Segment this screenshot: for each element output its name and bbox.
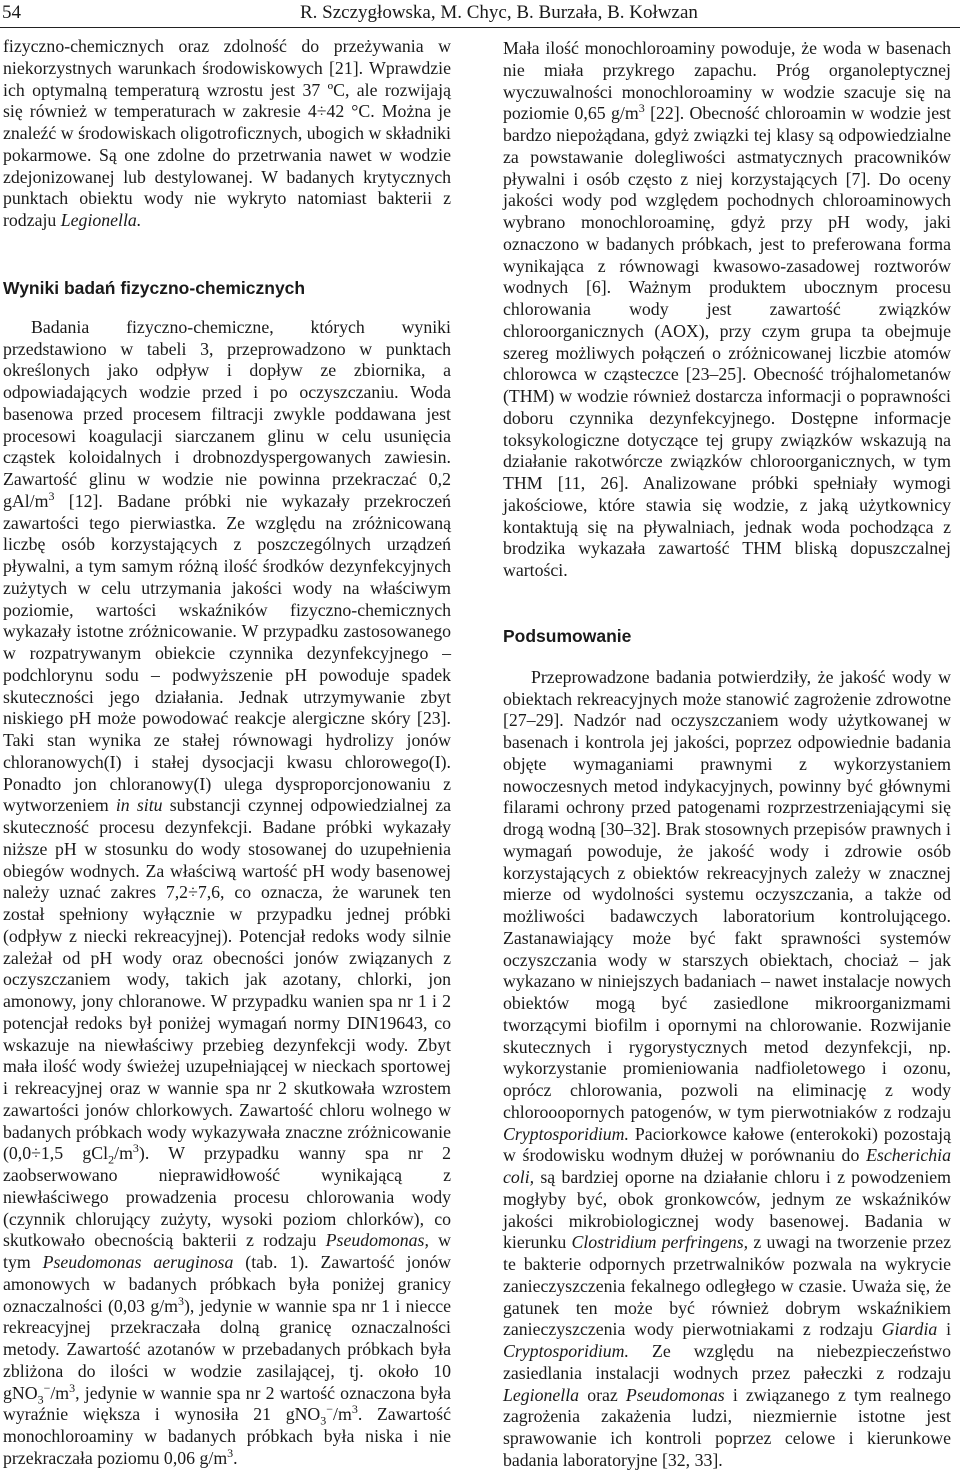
running-title: R. Szczygłowska, M. Chyc, B. Burzała, B. Kołwzan bbox=[300, 2, 698, 23]
paragraph-physicochemical-results: Badania fizyczno-chemiczne, których wyniki przedstawiono w tabeli 3, przeprowadzono w punktach określonych jako odpływ i dopływ ze zbiornika, a odpowiadających wodzie przed i po oczyszczaniu. Woda basenowa przed procesem filtracji zwykle poddawana jest procesowi koagulacji siarczanem glinu w celu usunięcia cząstek koloidalnych i drobnozdyspergowanych zawiesin. Zawartość glinu w wodzie nie powinna przekraczać 0,2 gAl/$m^3$ [12]. Badane próbki nie wykazały przekroczeń zawartości tego pierwiastka. Ze względu na zróżnicowaną liczbę osób korzystających z poszczególnych urządzeń pływalni, a tym samym różną ilość środków dezynfekcyjnych zużytych w celu utrzymania jakości wody na właściwym poziomie, wartości wskaźników fizyczno-chemicznych wykazały istotne zróżnicowanie. W przypadku zastosowanego w rozpatrywanym obiekcie czynnika dezynfekcyjnego – podchlorynu sodu – podwyższenie pH powoduje spadek skuteczności jego działania. Jednak utrzymywanie zbyt niskiego pH może powodować reakcje alergiczne skóry [23]. Taki stan wynika ze stałej równowagi hydrolizy jonów chloranowych(I) i stałej dysocjacji kwasu chlorowego(I). Ponadto jon chloranowy(I) ulega dysproporcjonowaniu z wytworzeniem in situ substancji czynnej odpowiedzialnej za skuteczność procesu dezynfekcji. Badane próbki wykazały niższe pH w stosunku do wody stosowanej do uzupełnienia obiegów wodnych. Za właściwą wartość pH wody basenowej należy uznać zakres 7,2÷7,6, co oznacza, że warunek ten został spełniony wyłącznie w przypadku jednej próbki (odpływ z niecki rekreacyjnej). Potencjał redoks wody silnie zależał od pH wody oraz obecności jonów związanych z oczyszczaniem wody, takich jak azotany, chlorki, jon amonowy, jony chloranowe. W przypadku wanien spa nr 1 i 2 potencjał redoks był poniżej wymagań normy DIN19643, co wskazuje na niewłaściwy przebieg dezynfekcji wody. Zbyt mała ilość wody świeżej uzupełniającej w nieckach sportowej i rekreacyjnej oraz w wannie spa nr 2 skutkowała wzrostem zawartości jonów chlorkowych. Zawartość chloru wolnego w badanych próbkach wody wykazywała znaczne zróżnicowanie (0,0÷1,5 $gCl_2/m^3$). W przypadku wanny spa nr 2 zaobserwowano nieprawidłowość wynikającą z niewłaściwego prowadzenia procesu chlorowania wody (czynnik chlorujący zużyty, wysoki poziom chlorków), co skutkowało obecnością bakterii z rodzaju Pseudomonas, w tym Pseudomonas aeruginosa (tab. 1). Zawartość jonów amonowych w badanych próbkach była poniżej granicy oznaczalności (0,03 $g/m^3$), jedynie w wannie spa nr 1 i niecce rekreacyjnej przekraczała dolną granicę oznaczalności metody. Zawartość azotanów w przebadanych próbkach była zbliżona do ilości w wodzie zasilającej, tj. około 10 $gNO_3^-/m^3$, jedynie w wannie spa nr 2 wartość oznaczona była wyraźnie większa i wynosiła 21 $gNO_3^-/m^3$. Zawartość monochloroaminy w badanych próbkach była niska i nie przekraczała poziomu 0,06 $g/m^3$. bbox=[3, 316, 452, 1468]
italic-legionella: Legionella. bbox=[60, 210, 142, 230]
section-heading-physicochemical: Wyniki badań fizyczno-chemicznych bbox=[3, 277, 306, 298]
italic-escherichia-coli: Escherichia coli, bbox=[503, 1145, 951, 1187]
italic-cryptosporidium: Cryptosporidium. bbox=[503, 1123, 629, 1144]
page-number: 54 bbox=[2, 2, 21, 23]
italic-giardia: Giardia bbox=[881, 1319, 938, 1340]
page-header bbox=[0, 0, 960, 40]
italic-in-situ: in situ bbox=[115, 795, 163, 816]
italic-cryptosporidium-2: Cryptosporidium. bbox=[503, 1341, 629, 1361]
right-column bbox=[503, 38, 951, 1472]
paragraph-legionella-survival: fizyczno-chemicznych oraz zdolność do przeżywania w niekorzystnych warunkach środowiskowych [21]. Wprawdzie ich optymalną temperaturą wzrostu jest 37 ºC, ale rozwijają się również w temperaturach w zakresie 4÷42 °C. Można je znaleźć w środowiskach oligotroficznych, ubogich w składniki pokarmowe. Są one zdolne do przetrwania nawet w wodzie zdejonizowanej lub destylowanej. W badanych krytycznych punktach obiektu wody nie wykryto natomiast bakterii z rodzaju Legionella. bbox=[3, 36, 451, 230]
italic-pseudomonas-aeruginosa: Pseudomonas aeruginosa bbox=[42, 1252, 234, 1272]
italic-clostridium-perfringens: Clostridium perfringens, bbox=[571, 1232, 749, 1253]
paragraph-summary: Przeprowadzone badania potwierdziły, że jakość wody w obiektach rekreacyjnych może stanowić zagrożenie zdrowotne [27–29]. Nadzór nad oczyszczaniem wody użytkowanej w basenach i kontrola jej jakości, poprzez odpowiednie badania objęte wymaganiami prawnymi z wykorzystaniem nowoczesnych metod indykacyjnych, powinny być głównymi filarami ochrony przed patogenami rozprzestrzeniającymi się drogą wodną [30–32]. Brak stosownych przepisów prawnych i wymagań powoduje, że jakość wody i zdrowie osób korzystających z obiektów rekreacyjnych zależy w znacznej mierze od wydolności systemu oczyszczania, a także od możliwości badawczych laboratorium kontrolującego. Zastanawiający może być fakt sprawności systemów oczyszczania wody w starszych obiektach, chociaż – jak wykazano w niniejszych badaniach – nawet instalacje nowych obiektów mogą być zasiedlone mikroorganizmami tworzącymi biofilm i opornymi na chlorowanie. Rozwijanie skutecznych i rygorystycznych metod dezynfekcji, np. wykorzystanie promieniowania nadfioletowego i ozonu, oprócz chlorowania, pozwoli na eliminację z wody chlorooopornych patogenów, w tym pierwotniaków z rodzaju Cryptosporidium. Paciorkowce kałowe (enterokoki) pozostają w środowisku wodnym dłużej w porównaniu do Escherichia coli, są bardziej oporne na działanie chloru i z powodzeniem mogłyby być, obok gronkowców, jednym ze wskaźników jakości mikrobiologicznej wody basenowej. Badania w kierunku Clostridium perfringens, z uwagi na tworzenie przez te bakterie odpornych przetrwalników pozwala na wykrycie zanieczyszczenia fekalnego odległego w czasie. Uważa się, że gatunek ten może być również dobrym wskaźnikiem zanieczyszczenia wody pierwotniakami z rodzaju Giardia i Cryptosporidium. Ze względu na niebezpieczeństwo zasiedlania instalacji wodnych przez pałeczki z rodzaju Legionella oraz Pseudomonas i związanego z tym realnego zagrożenia zakażenia ludzi, niezmiernie istotne jest sprawowanie ich kontroli poprzez celowe i kierunkowe badania laboratoryjne [32, 33]. bbox=[503, 666, 952, 1470]
left-column bbox=[3, 36, 451, 1470]
paragraph-monochloramine: Mała ilość monochloroaminy powoduje, że woda w basenach nie miała przykrego zapachu. Próg organoleptycznej wyczuwalności monochloroaminy w wodzie szacuje się na poziomie 0,65 $g/m^3$ [22]. Obecność chloroamin w wodzie jest bardzo niepożądana, gdyż związki tej klasy są odpowiedzialne za powstawanie dolegliwości astmatycznych pracowników pływalni i osób często z niej korzystających [7]. Do oceny jakości wody pod względem pochodnych chloroaminowych wybrano monochloroaminę, gdyż przy pH wody, jaki oznaczono w badanych próbkach, jest to preferowana forma wynikająca z równowagi kwasowo-zasadowej roztworów wodnych [6]. Ważnym produktem ubocznym procesu chlorowania wody jest zawartość związków chloroorganicznych (AOX), przy czym grupa ta obejmuje szereg możliwych połączeń o zróżnicowanej liczbie atomów chlorowca w cząsteczce [23–25]. Obecność trójhalometanów (THM) w wodzie również dostarcza informacji o poprawności doboru czynnika dezynfekcyjnego. Dostępne informacje toksykologiczne dotyczące tej grupy związków wskazują na działanie rakotwórcze związków chloroorganicznych, w tym THM [11, 26]. Analizowane próbki spełniały wymogi jakościowe, które stawia się wodzie, z jaką użytkownicy kontaktują się na pływalniach, jednak woda pochodząca z brodzika wykazała zawartość THM bliską dopuszczalnej wartości. bbox=[503, 38, 951, 580]
italic-pseudomonas-2: Pseudomonas bbox=[625, 1384, 725, 1405]
header-rule bbox=[0, 27, 960, 28]
section-heading-summary: Podsumowanie bbox=[503, 625, 632, 646]
italic-legionella-2: Legionella bbox=[503, 1384, 580, 1405]
italic-pseudomonas: Pseudomonas, bbox=[325, 1230, 429, 1251]
